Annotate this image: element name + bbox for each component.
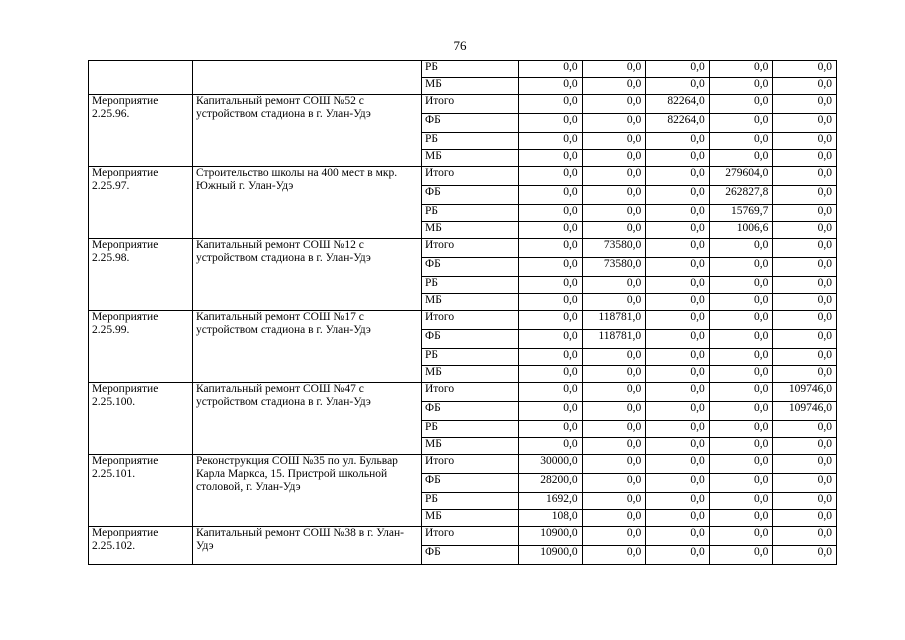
amount-cell: 118781,0 [582, 311, 646, 330]
amount-cell: 0,0 [646, 167, 710, 186]
amount-cell: 0,0 [646, 222, 710, 239]
amount-cell: 0,0 [646, 277, 710, 294]
amount-cell: 0,0 [582, 222, 646, 239]
amount-cell: 0,0 [646, 78, 710, 95]
amount-cell: 0,0 [519, 114, 583, 133]
amount-cell: 0,0 [646, 366, 710, 383]
amount-cell: 109746,0 [773, 383, 837, 402]
amount-cell: 82264,0 [646, 95, 710, 114]
amount-cell: 109746,0 [773, 402, 837, 421]
amount-cell: 0,0 [646, 330, 710, 349]
table-row [89, 455, 837, 474]
amount-cell: 0,0 [646, 383, 710, 402]
amount-cell: 0,0 [519, 61, 583, 78]
amount-cell: 0,0 [646, 133, 710, 150]
amount-cell: 0,0 [773, 133, 837, 150]
funding-source-cell: МБ [422, 222, 519, 239]
amount-cell: 0,0 [773, 205, 837, 222]
amount-cell: 82264,0 [646, 114, 710, 133]
funding-source-cell: Итого [422, 455, 519, 474]
amount-cell: 0,0 [646, 150, 710, 167]
funding-source-cell: ФБ [422, 330, 519, 349]
amount-cell: 0,0 [709, 150, 773, 167]
table-row [89, 311, 837, 330]
amount-cell: 28200,0 [519, 474, 583, 493]
amount-cell: 0,0 [709, 294, 773, 311]
amount-cell: 0,0 [582, 133, 646, 150]
amount-cell: 0,0 [519, 330, 583, 349]
funding-source-cell: Итого [422, 95, 519, 114]
funding-source-cell: ФБ [422, 402, 519, 421]
funding-source-cell: Итого [422, 311, 519, 330]
amount-cell: 0,0 [582, 383, 646, 402]
amount-cell: 0,0 [773, 150, 837, 167]
funding-source-cell: РБ [422, 133, 519, 150]
amount-cell: 0,0 [709, 95, 773, 114]
event-cell: Мероприятие 2.25.100. [89, 383, 193, 455]
amount-cell: 0,0 [582, 78, 646, 95]
amount-cell: 0,0 [709, 133, 773, 150]
amount-cell: 279604,0 [709, 167, 773, 186]
amount-cell: 0,0 [773, 546, 837, 565]
amount-cell: 0,0 [709, 546, 773, 565]
amount-cell: 0,0 [709, 61, 773, 78]
event-cell: Мероприятие 2.25.102. [89, 527, 193, 565]
table-row [89, 527, 837, 546]
funding-source-cell: Итого [422, 239, 519, 258]
funding-source-cell: МБ [422, 438, 519, 455]
amount-cell: 0,0 [773, 114, 837, 133]
amount-cell: 0,0 [646, 546, 710, 565]
amount-cell: 0,0 [773, 294, 837, 311]
amount-cell: 0,0 [773, 349, 837, 366]
amount-cell: 0,0 [582, 114, 646, 133]
amount-cell: 1006,6 [709, 222, 773, 239]
amount-cell: 0,0 [582, 349, 646, 366]
amount-cell: 0,0 [773, 330, 837, 349]
amount-cell: 0,0 [582, 455, 646, 474]
amount-cell: 0,0 [646, 239, 710, 258]
amount-cell: 0,0 [582, 438, 646, 455]
amount-cell: 0,0 [646, 421, 710, 438]
amount-cell: 0,0 [646, 493, 710, 510]
amount-cell: 0,0 [582, 474, 646, 493]
amount-cell: 262827,8 [709, 186, 773, 205]
amount-cell: 0,0 [646, 311, 710, 330]
table-row [89, 167, 837, 186]
amount-cell: 0,0 [519, 402, 583, 421]
project-name-cell: Капитальный ремонт СОШ №52 с устройством стадиона в г. Улан-Удэ [193, 95, 422, 167]
amount-cell: 0,0 [709, 277, 773, 294]
amount-cell: 73580,0 [582, 239, 646, 258]
amount-cell: 0,0 [773, 455, 837, 474]
amount-cell: 0,0 [773, 421, 837, 438]
budget-table-body [89, 61, 837, 565]
amount-cell: 0,0 [582, 277, 646, 294]
event-cell [89, 61, 193, 95]
amount-cell: 0,0 [646, 438, 710, 455]
amount-cell: 0,0 [646, 205, 710, 222]
amount-cell: 0,0 [646, 294, 710, 311]
event-cell: Мероприятие 2.25.96. [89, 95, 193, 167]
funding-source-cell: РБ [422, 205, 519, 222]
amount-cell: 0,0 [773, 239, 837, 258]
funding-source-cell: РБ [422, 277, 519, 294]
amount-cell: 0,0 [582, 421, 646, 438]
amount-cell: 0,0 [709, 239, 773, 258]
amount-cell: 118781,0 [582, 330, 646, 349]
amount-cell: 0,0 [646, 349, 710, 366]
funding-source-cell: ФБ [422, 546, 519, 565]
amount-cell: 0,0 [582, 167, 646, 186]
amount-cell: 0,0 [709, 114, 773, 133]
amount-cell: 0,0 [519, 258, 583, 277]
amount-cell: 0,0 [582, 205, 646, 222]
funding-source-cell: МБ [422, 510, 519, 527]
amount-cell: 0,0 [709, 258, 773, 277]
project-name-cell: Строительство школы на 400 мест в мкр. Южный г. Улан-Удэ [193, 167, 422, 239]
amount-cell: 0,0 [519, 222, 583, 239]
amount-cell: 0,0 [519, 239, 583, 258]
amount-cell: 0,0 [709, 510, 773, 527]
amount-cell: 0,0 [582, 95, 646, 114]
amount-cell: 0,0 [773, 277, 837, 294]
amount-cell: 0,0 [709, 311, 773, 330]
amount-cell: 0,0 [773, 78, 837, 95]
amount-cell: 0,0 [773, 61, 837, 78]
project-name-cell: Капитальный ремонт СОШ №17 с устройством стадиона в г. Улан-Удэ [193, 311, 422, 383]
amount-cell: 0,0 [519, 150, 583, 167]
page-number: 76 [453, 38, 467, 53]
amount-cell: 0,0 [582, 366, 646, 383]
amount-cell: 108,0 [519, 510, 583, 527]
amount-cell: 30000,0 [519, 455, 583, 474]
amount-cell: 0,0 [646, 510, 710, 527]
amount-cell: 0,0 [582, 186, 646, 205]
amount-cell: 0,0 [519, 186, 583, 205]
funding-source-cell: РБ [422, 61, 519, 78]
amount-cell: 0,0 [519, 277, 583, 294]
amount-cell: 0,0 [773, 510, 837, 527]
amount-cell: 73580,0 [582, 258, 646, 277]
amount-cell: 0,0 [519, 78, 583, 95]
amount-cell: 0,0 [709, 78, 773, 95]
amount-cell: 0,0 [519, 438, 583, 455]
table-row [89, 61, 837, 78]
amount-cell: 0,0 [519, 366, 583, 383]
amount-cell: 10900,0 [519, 527, 583, 546]
amount-cell: 0,0 [709, 438, 773, 455]
amount-cell: 0,0 [709, 493, 773, 510]
budget-table [88, 60, 837, 565]
amount-cell: 0,0 [519, 167, 583, 186]
amount-cell: 0,0 [519, 383, 583, 402]
funding-source-cell: МБ [422, 294, 519, 311]
amount-cell: 0,0 [519, 294, 583, 311]
funding-source-cell: ФБ [422, 114, 519, 133]
amount-cell: 0,0 [773, 222, 837, 239]
amount-cell: 0,0 [582, 510, 646, 527]
project-name-cell: Реконструкция СОШ №35 по ул. Бульвар Карла Маркса, 15. Пристрой школьной столовой, г. Улан-Удэ [193, 455, 422, 527]
amount-cell: 1692,0 [519, 493, 583, 510]
amount-cell: 0,0 [519, 205, 583, 222]
amount-cell: 0,0 [646, 402, 710, 421]
amount-cell: 0,0 [709, 366, 773, 383]
amount-cell: 0,0 [709, 455, 773, 474]
amount-cell: 0,0 [773, 95, 837, 114]
amount-cell: 0,0 [773, 474, 837, 493]
amount-cell: 0,0 [646, 186, 710, 205]
event-cell: Мероприятие 2.25.98. [89, 239, 193, 311]
amount-cell: 0,0 [709, 474, 773, 493]
amount-cell: 0,0 [582, 294, 646, 311]
amount-cell: 0,0 [646, 455, 710, 474]
amount-cell: 0,0 [709, 527, 773, 546]
funding-source-cell: РБ [422, 349, 519, 366]
funding-source-cell: Итого [422, 383, 519, 402]
table-row [89, 383, 837, 402]
amount-cell: 0,0 [709, 349, 773, 366]
project-name-cell: Капитальный ремонт СОШ №38 в г. Улан-Удэ [193, 527, 422, 565]
amount-cell: 0,0 [582, 402, 646, 421]
amount-cell: 0,0 [709, 330, 773, 349]
event-cell: Мероприятие 2.25.101. [89, 455, 193, 527]
amount-cell: 0,0 [646, 258, 710, 277]
funding-source-cell: Итого [422, 167, 519, 186]
funding-source-cell: МБ [422, 78, 519, 95]
amount-cell: 0,0 [646, 527, 710, 546]
funding-source-cell: ФБ [422, 474, 519, 493]
amount-cell: 0,0 [773, 527, 837, 546]
amount-cell: 0,0 [582, 527, 646, 546]
amount-cell: 0,0 [709, 383, 773, 402]
amount-cell: 0,0 [646, 61, 710, 78]
table-row [89, 239, 837, 258]
amount-cell: 0,0 [773, 186, 837, 205]
funding-source-cell: РБ [422, 493, 519, 510]
amount-cell: 0,0 [519, 95, 583, 114]
amount-cell: 0,0 [709, 402, 773, 421]
funding-source-cell: МБ [422, 366, 519, 383]
project-name-cell: Капитальный ремонт СОШ №12 с устройством стадиона в г. Улан-Удэ [193, 239, 422, 311]
funding-source-cell: ФБ [422, 258, 519, 277]
amount-cell: 0,0 [709, 421, 773, 438]
table-row [89, 95, 837, 114]
amount-cell: 0,0 [773, 167, 837, 186]
amount-cell: 0,0 [773, 258, 837, 277]
amount-cell: 0,0 [582, 546, 646, 565]
amount-cell: 0,0 [773, 366, 837, 383]
amount-cell: 0,0 [519, 133, 583, 150]
amount-cell: 0,0 [773, 438, 837, 455]
amount-cell: 0,0 [519, 349, 583, 366]
project-name-cell: Капитальный ремонт СОШ №47 с устройством стадиона в г. Улан-Удэ [193, 383, 422, 455]
amount-cell: 0,0 [582, 493, 646, 510]
event-cell: Мероприятие 2.25.99. [89, 311, 193, 383]
event-cell: Мероприятие 2.25.97. [89, 167, 193, 239]
funding-source-cell: МБ [422, 150, 519, 167]
amount-cell: 10900,0 [519, 546, 583, 565]
amount-cell: 0,0 [582, 61, 646, 78]
funding-source-cell: Итого [422, 527, 519, 546]
amount-cell: 0,0 [773, 311, 837, 330]
amount-cell: 0,0 [519, 421, 583, 438]
amount-cell: 15769,7 [709, 205, 773, 222]
funding-source-cell: ФБ [422, 186, 519, 205]
project-name-cell [193, 61, 422, 95]
amount-cell: 0,0 [646, 474, 710, 493]
amount-cell: 0,0 [773, 493, 837, 510]
amount-cell: 0,0 [519, 311, 583, 330]
amount-cell: 0,0 [582, 150, 646, 167]
funding-source-cell: РБ [422, 421, 519, 438]
